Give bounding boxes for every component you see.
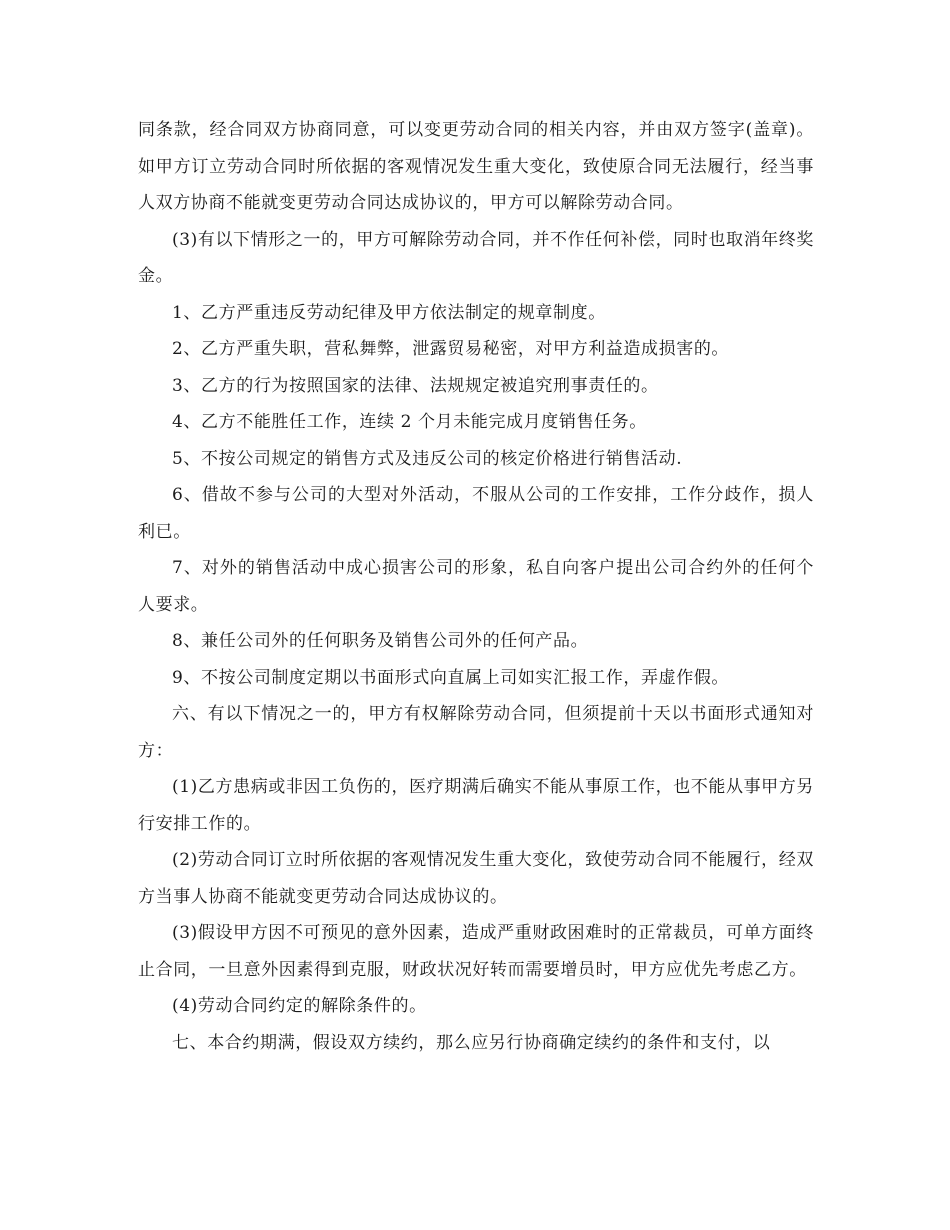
section-six-heading: 六、有以下情况之一的，甲方有权解除劳动合同，但须提前十天以书面形式通知对方： [138, 704, 814, 761]
list-item-termination-reason-9: 9、不按公司制度定期以书面形式向直属上司如实汇报工作，弄虚作假。 [172, 667, 730, 688]
list-item-termination-reason-5: 5、不按公司规定的销售方式及违反公司的核定价格进行销售活动. [172, 448, 683, 469]
list-item-termination-reason-4: 4、乙方不能胜任工作，连续 2 个月未能完成月度销售任务。 [172, 412, 647, 432]
list-item-termination-reason-1: 1、乙方严重违反劳动纪律及甲方依法制定的规章制度。 [172, 302, 606, 323]
list-item-termination-reason-3: 3、乙方的行为按照国家的法律、法规规定被追究刑事责任的。 [172, 375, 659, 396]
list-item-termination-reason-8: 8、兼任公司外的任何职务及销售公司外的任何产品。 [172, 631, 589, 651]
paragraph-notice-case-1: (1)乙方患病或非因工负伤的，医疗期满后确实不能从事原工作，也不能从事甲方另行安排工作的。 [138, 777, 814, 834]
paragraph-notice-case-4: (4)劳动合同约定的解除条件的。 [172, 996, 427, 1016]
list-item-termination-reason-7: 7、对外的销售活动中成心损害公司的形象，私自向客户提出公司合约外的任何个人要求。 [138, 558, 814, 615]
list-item-termination-reason-6: 6、借故不参与公司的大型对外活动，不服从公司的工作安排，工作分歧作，损人利已。 [138, 485, 814, 542]
list-item-termination-reason-2: 2、乙方严重失职，营私舞弊，泄露贸易秘密，对甲方利益造成损害的。 [172, 339, 730, 359]
document-body [138, 112, 814, 1061]
paragraph-notice-case-3: (3)假设甲方因不可预见的意外因素，造成严重财政困难时的正常裁员，可单方面终止合同，一旦意外因素得到克服，财政状况好转而需要增员时，甲方应优先考虑乙方。 [138, 923, 814, 980]
paragraph-contract-modification: 同条款，经合同双方协商同意，可以变更劳动合同的相关内容，并由双方签字(盖章)。如甲方订立劳动合同时所依据的客观情况发生重大变化，致使原合同无法履行，经当事人双方协商不能就变更劳动合同达成协议的，甲方可以解除劳动合同。 [138, 120, 814, 213]
section-seven-heading: 七、本合约期满，假设双方续约，那么应另行协商确定续约的条件和支付，以 [172, 1032, 771, 1053]
paragraph-notice-case-2: (2)劳动合同订立时所依据的客观情况发生重大变化，致使劳动合同不能履行，经双方当事人协商不能就变更劳动合同达成协议的。 [138, 850, 814, 907]
paragraph-termination-without-compensation: (3)有以下情形之一的，甲方可解除劳动合同，并不作任何补偿，同时也取消年终奖金。 [138, 229, 814, 286]
